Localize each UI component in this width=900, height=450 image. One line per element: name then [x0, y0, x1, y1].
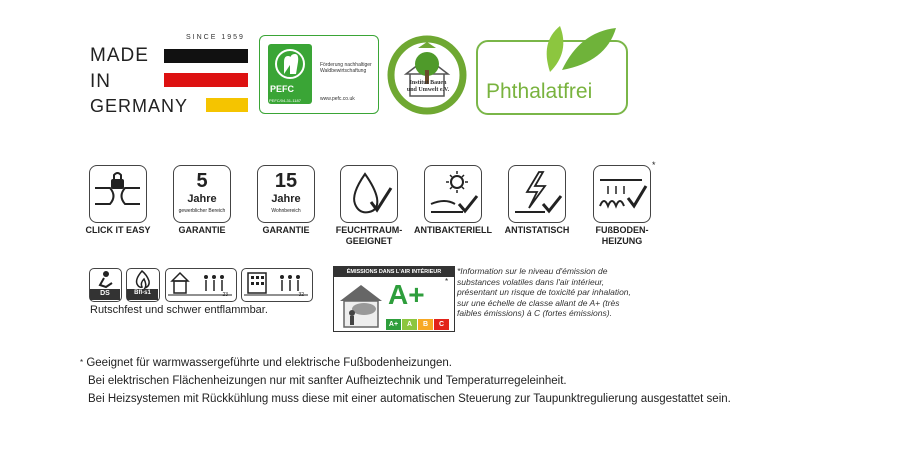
institut-line2: und Umwelt e.V. [406, 87, 450, 93]
guarantee-15-years: 15 [274, 170, 298, 192]
phthalatfrei-badge [476, 40, 628, 115]
pefc-certificate [259, 35, 379, 114]
underfloor-heating-icon [593, 165, 651, 223]
footnote-line1: Geeignet für warmwassergeführte und elektrische Fußbodenheizungen. [86, 357, 452, 369]
click-it-easy-label: CLICK IT EASY [85, 225, 151, 235]
scale-a-plus: A+ [386, 319, 401, 330]
moisture-drop-icon [340, 165, 398, 223]
scale-a: A [402, 319, 417, 330]
made-in-germany-logo [90, 34, 250, 116]
underfloor-marker: * [652, 160, 656, 170]
fire-class-label: Bfl-s1 [134, 290, 151, 296]
emission-header: ÉMISSIONS DANS L'AIR INTÉRIEUR [334, 267, 454, 277]
scale-c: C [434, 319, 449, 330]
leaves-icon [540, 22, 620, 74]
antibacterial-icon [424, 165, 482, 223]
emission-note: *Information sur le niveau d'émission de substances volatiles dans l'air intérieur, présentant un risque de toxicité par inhalation, sur une échelle de classe allant de A+ (très faibles émissions) à C (fortes émissions). [457, 266, 631, 318]
guarantee-5-label: GARANTIE [178, 225, 226, 235]
pefc-description: Förderung nachhaltiger Waldbewirtschaftung [320, 62, 372, 74]
underfloor-label-line2: HEIZUNG [601, 236, 643, 246]
institut-line1: Institut Bauen [409, 80, 447, 86]
institut-bauen-umwelt-logo [386, 34, 468, 116]
flag-gold-stripe [206, 98, 248, 112]
germany-text: GERMANY [90, 96, 189, 116]
commercial-use-icon [241, 268, 313, 302]
slip-fire-caption: Rutschfest und schwer entflammbar. [90, 304, 268, 316]
phthalatfrei-label: Phthalatfrei [486, 80, 593, 103]
pefc-code: PEFC/04-31-1187 [269, 98, 301, 103]
guarantee-15-scope: Wohnbereich [271, 208, 301, 214]
guarantee-15-unit: Jahre [271, 193, 301, 205]
feuchtraum-label [328, 225, 410, 247]
guarantee-5-unit: Jahre [187, 193, 217, 205]
guarantee-15-icon [257, 165, 315, 223]
feuchtraum-label-line2: GEEIGNET [345, 236, 393, 246]
in-text: IN [90, 71, 111, 92]
guarantee-5-years: 5 [196, 170, 208, 192]
ds-label: DS [100, 290, 110, 297]
since-text: SINCE 1959 [186, 34, 245, 41]
slip-resistance-icon [89, 268, 122, 302]
antistatic-icon [508, 165, 566, 223]
click-lock-icon [89, 165, 147, 223]
guarantee-5-icon [173, 165, 231, 223]
antistatic-label: ANTISTATISCH [504, 225, 570, 235]
pefc-tree-icon [268, 44, 312, 104]
antibacterial-label: ANTIBAKTERIELL [414, 225, 492, 235]
scale-b: B [418, 319, 433, 330]
footnote-line3: Bei Heizsystemen mit Rückkühlung muss diese mit einer automatischen Steuerung zur Taupunktregulierung ausgestattet sein. [88, 393, 731, 405]
flag-red-stripe [164, 73, 248, 87]
emission-marker: * [445, 277, 449, 286]
pefc-url: www.pefc.co.uk [320, 96, 355, 102]
pefc-brand: PEFC [270, 84, 295, 94]
guarantee-15-label: GARANTIE [262, 225, 310, 235]
footnote-marker: * [80, 358, 84, 367]
footnotes [80, 354, 731, 408]
underfloor-label-line1: FUßBODEN- [595, 225, 649, 235]
emission-grade: A+ [388, 279, 425, 310]
residential-use-icon [165, 268, 237, 302]
guarantee-5-scope: gewerblicher Bereich [178, 208, 226, 214]
footnote-line2: Bei elektrischen Flächenheizungen nur mit sanfter Aufheiztechnik und Temperaturregeleinheit. [88, 375, 567, 387]
class-32-label: 32 [298, 292, 304, 298]
house-cloud-icon [338, 281, 384, 329]
class-23-label: 23 [222, 292, 228, 298]
flame-icon [126, 268, 160, 302]
made-text: MADE [90, 45, 149, 66]
emission-label [333, 266, 455, 332]
feuchtraum-label-line1: FEUCHTRAUM- [335, 225, 403, 235]
flag-black-stripe [164, 49, 248, 63]
underfloor-heating-label [585, 225, 659, 247]
